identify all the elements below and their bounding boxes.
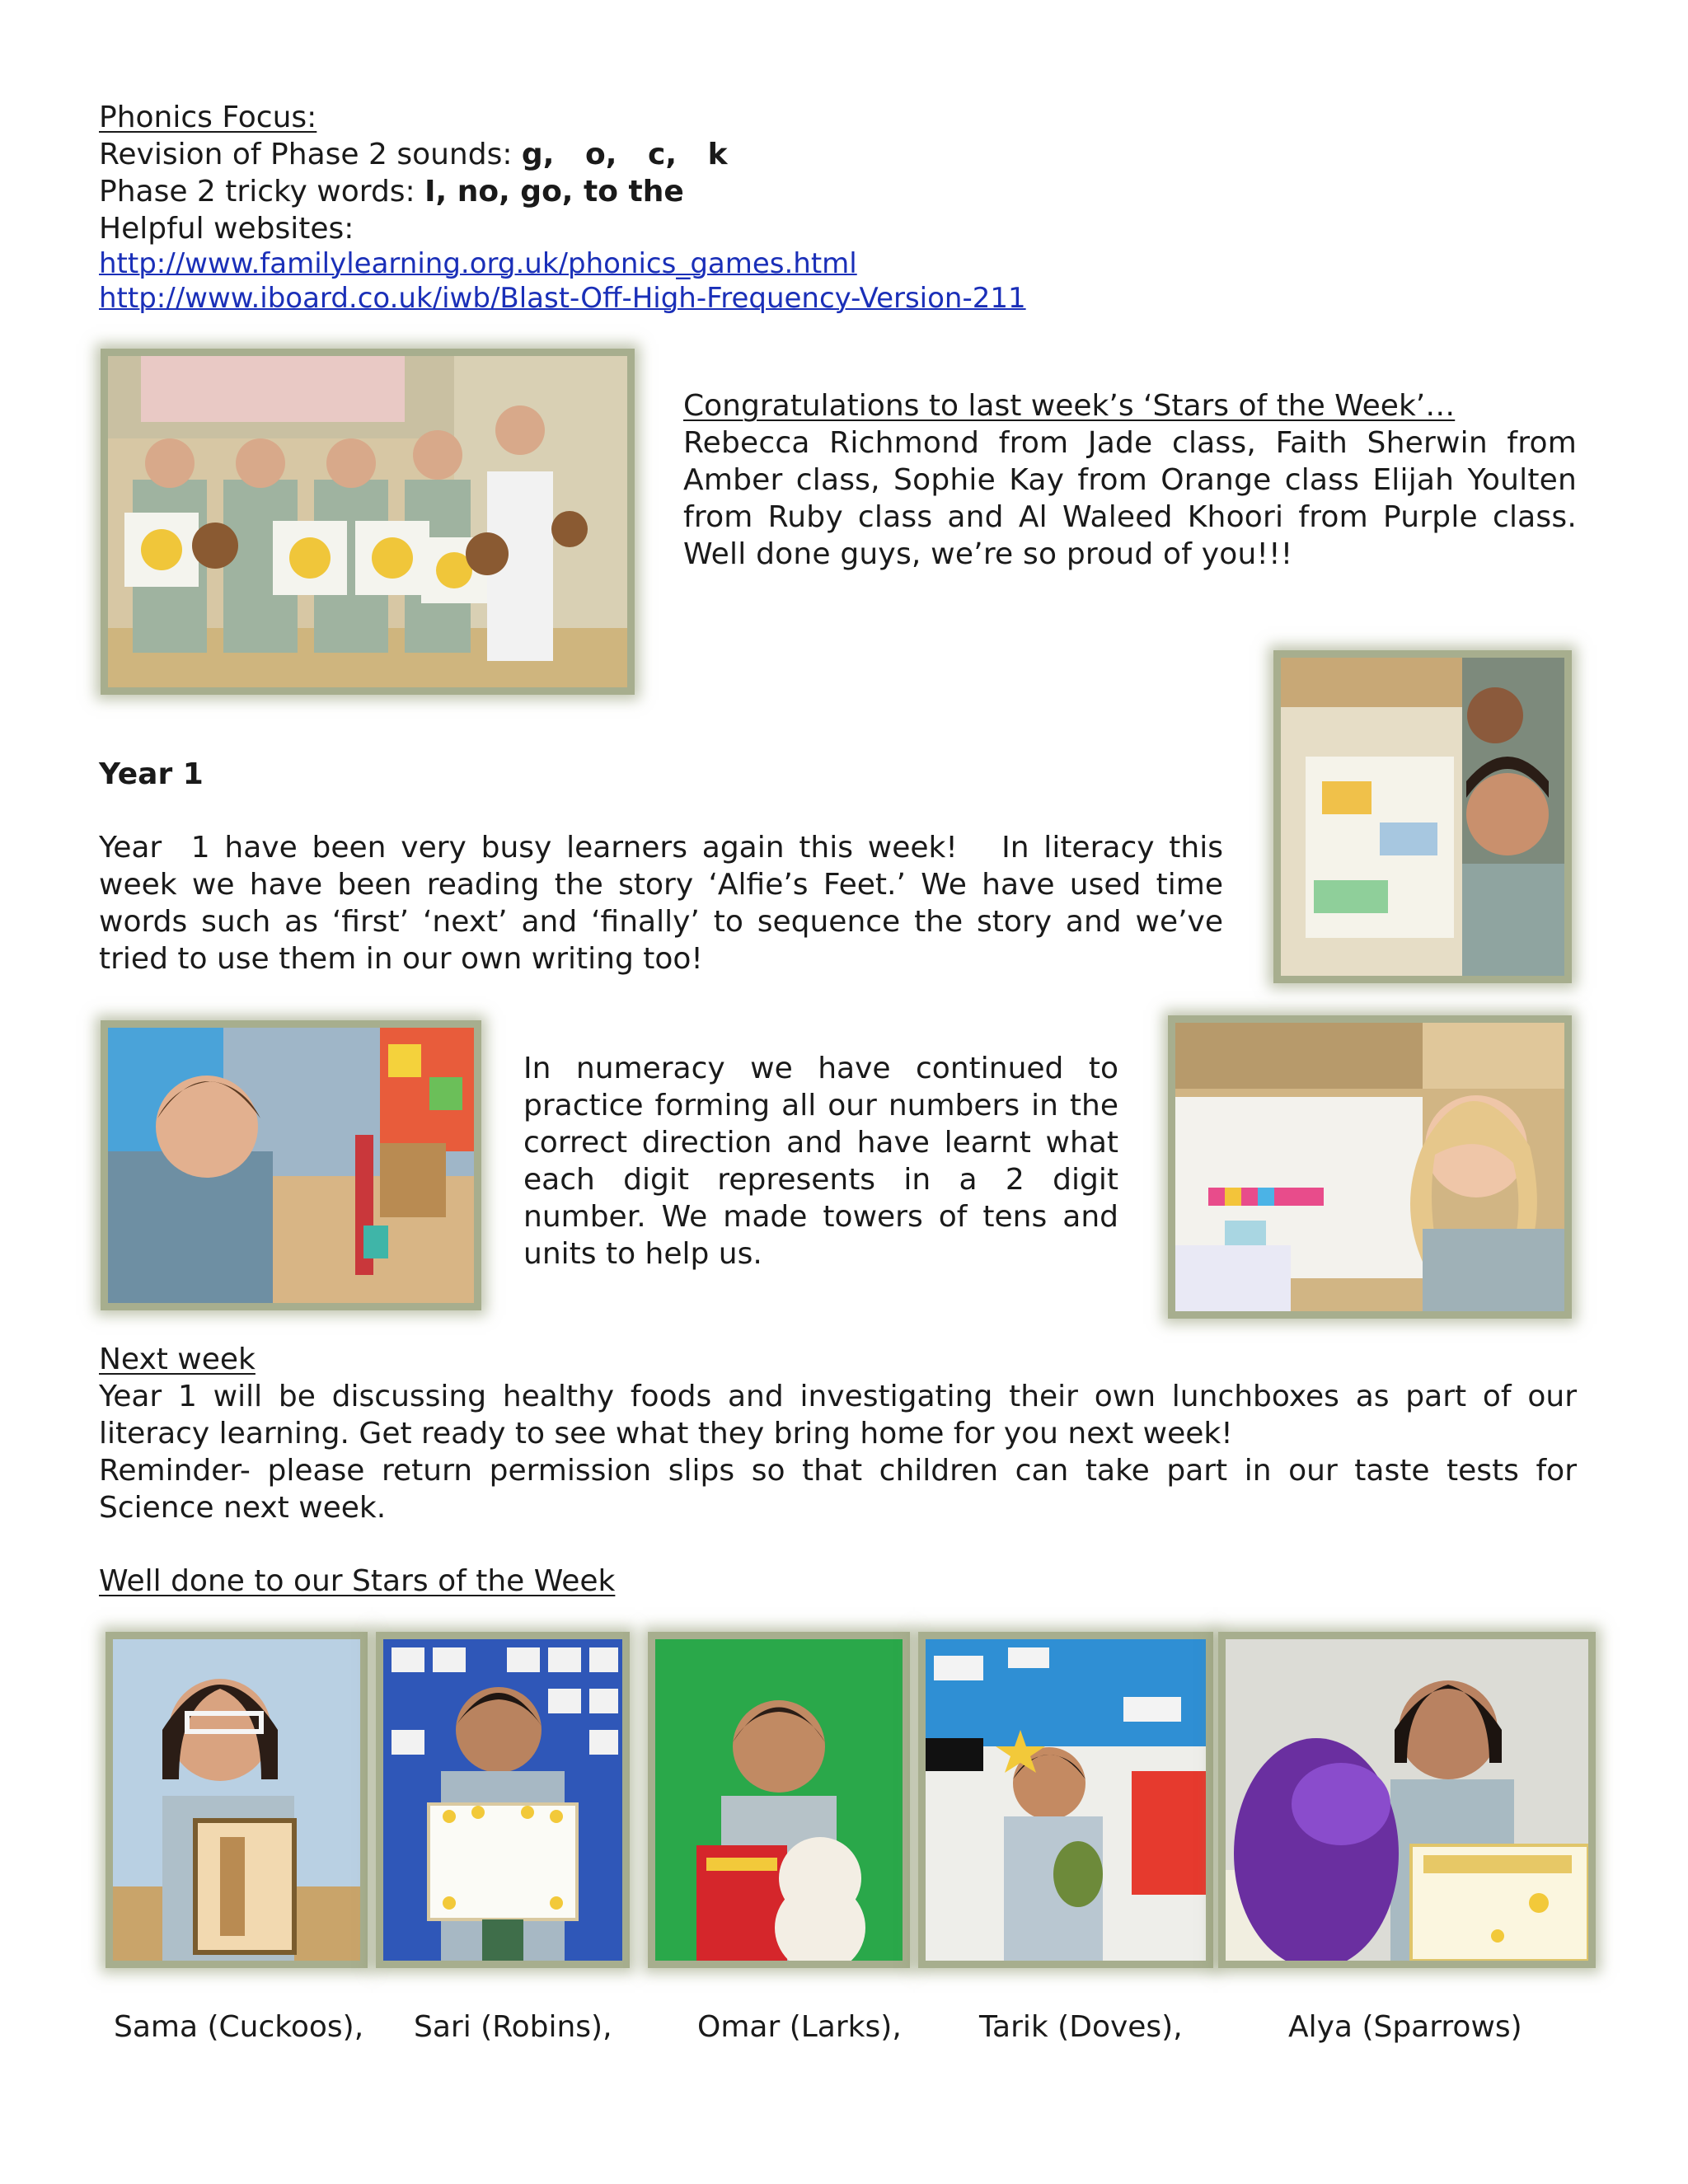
websites-label: Helpful websites: [99, 212, 354, 246]
stars-group-photo [101, 349, 635, 695]
reminder-text: Reminder- please return permission slips so that children can take part in our taste tests for Science next week. [99, 1454, 1577, 1525]
star-photo-sama [106, 1632, 368, 1968]
numeracy-girl-photo [1168, 1015, 1572, 1319]
caption-alya: Alya (Sparrows) [1288, 2010, 1522, 2044]
revision-sounds: g, o, c, k [521, 138, 728, 171]
stars-heading: Well done to our Stars of the Week [99, 1564, 616, 1598]
numeracy-body: In numeracy we have continued to practice forming all our numbers in the correct direction and have learnt what each digit represents in a 2 digit number. We made towers of tens and units to help us. [523, 1052, 1118, 1271]
literacy-photo [1273, 650, 1572, 983]
next-week-heading: Next week [99, 1343, 256, 1376]
link-iboard[interactable]: http://www.iboard.co.uk/iwb/Blast-Off-High-Frequency-Version-211 [99, 282, 1026, 315]
numeracy-boy-photo [101, 1020, 481, 1310]
star-photo-sari [376, 1632, 630, 1968]
congrats-heading: Congratulations to last week’s ‘Stars of the Week’… [683, 389, 1456, 423]
caption-sama: Sama (Cuckoos), [114, 2010, 364, 2044]
tricky-words: I, no, go, to the [424, 175, 684, 209]
caption-tarik: Tarik (Doves), [979, 2010, 1183, 2044]
star-photo-tarik [918, 1632, 1213, 1968]
phonics-tricky-line [99, 173, 684, 210]
congrats-body: Rebecca Richmond from Jade class, Faith Sherwin from Amber class, Sophie Kay from Orange class Elijah Youlten from Ruby class and Al Waleed Khoori from Purple class. Well done guys, we’re so proud of you!!! [683, 426, 1577, 571]
link-family-learning[interactable]: http://www.familylearning.org.uk/phonics_games.html [99, 247, 857, 280]
year1-body: Year 1 have been very busy learners again this week! In literacy this week we have been reading the story ‘Alfie’s Feet.’ We have used time words such as ‘first’ ‘next’ and ‘finally’ to sequence the story and we’ve tried to use them in our own writing too! [99, 831, 1233, 976]
year1-heading: Year 1 [99, 757, 204, 791]
caption-sari: Sari (Robins), [414, 2010, 612, 2044]
next-week-body: Year 1 will be discussing healthy foods and investigating their own lunchboxes as part of our literacy learning. Get ready to see what they bring home for you next week! [99, 1380, 1577, 1451]
caption-omar: Omar (Larks), [697, 2010, 902, 2044]
star-photo-alya [1218, 1632, 1596, 1968]
phonics-revision-line [99, 136, 728, 173]
phonics-heading: Phonics Focus: [99, 101, 317, 134]
tricky-label: Phase 2 tricky words: [99, 175, 425, 209]
star-photo-omar [648, 1632, 910, 1968]
revision-label: Revision of Phase 2 sounds: [99, 138, 522, 171]
